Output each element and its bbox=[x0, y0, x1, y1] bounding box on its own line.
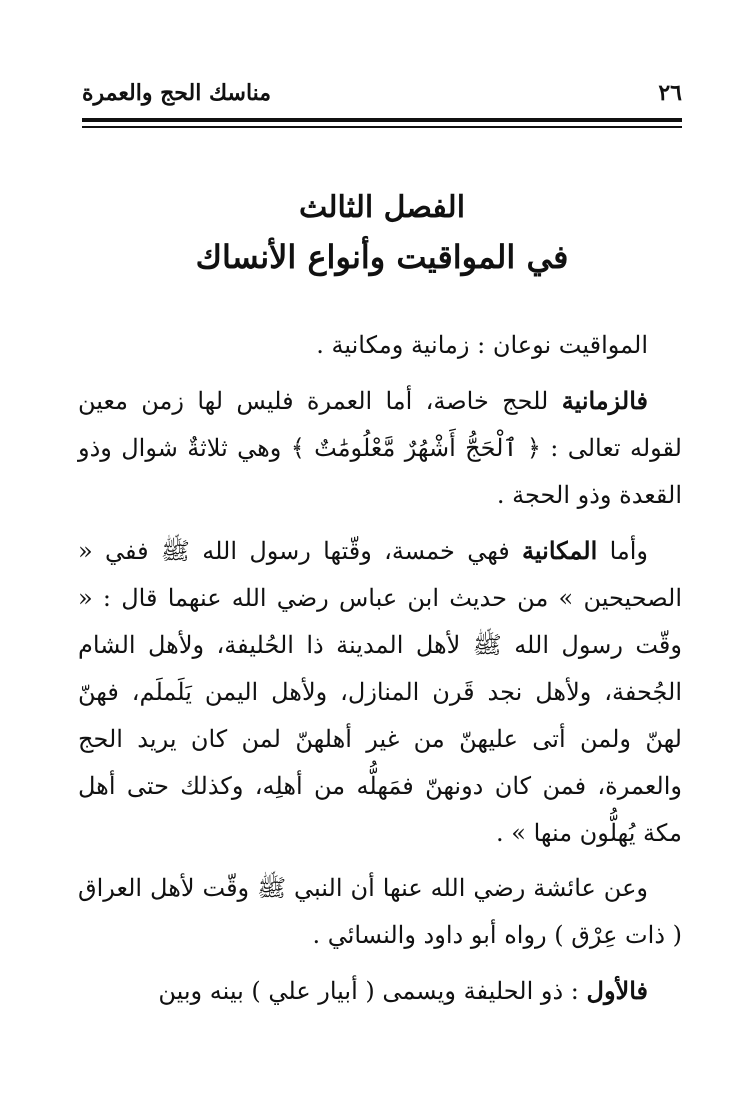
chapter-subtitle: في المواقيت وأنواع الأنساك bbox=[195, 238, 569, 276]
paragraph-4: وعن عائشة رضي الله عنها أن النبي ﷺ وقّت لأهل العراق ( ذات عِرْق ) رواه أبو داود والنسائي . bbox=[78, 874, 682, 949]
page-number: ٢٦ bbox=[658, 80, 682, 106]
paragraph-3-text: فهي خمسة، وقّتها رسول الله ﷺ ففي « الصحيحين » من حديث ابن عباس رضي الله عنهما قال : « وقّت رسول الله ﷺ لأهل المدينة ذا الحُليفة، ولأهل الشام الجُحفة، ولأهل نجد قَرن المنازل، ولأهل اليمن يَلَملَم، فهنّ لهنّ ولمن أتى عليهنّ من غير أهلهنّ لمن كان يريد الحج والعمرة، فمن كان دونهنّ فمَهلُّه من أهلِه، وكذلك حتى أهل مكة يُهلُّون منها » . bbox=[78, 537, 682, 847]
paragraph-3-lead: المكانية bbox=[522, 536, 598, 565]
paragraph-3-pre: وأما bbox=[597, 537, 648, 565]
paragraph-1: المواقيت نوعان : زمانية ومكانية . bbox=[316, 331, 648, 359]
running-header bbox=[82, 78, 682, 118]
body-text bbox=[78, 322, 682, 1023]
header-rule-thick bbox=[82, 118, 682, 122]
paragraph-5-text: : ذو الحليفة ويسمى ( أبيار علي ) بينه وبين bbox=[158, 977, 587, 1005]
running-title: مناسك الحج والعمرة bbox=[82, 80, 272, 106]
paragraph-2 bbox=[78, 377, 682, 519]
paragraph-5-lead: فالأول bbox=[586, 976, 648, 1005]
chapter-title: الفصل الثالث bbox=[298, 190, 466, 225]
paragraph-3 bbox=[78, 527, 682, 857]
header-rule-thin bbox=[82, 126, 682, 128]
paragraph-5 bbox=[78, 967, 682, 1015]
paragraph-2-lead: فالزمانية bbox=[561, 386, 648, 415]
paragraph-2-text: للحج خاصة، أما العمرة فليس لها زمن معين لقوله تعالى : ﴿ ٱلْحَجُّ أَشْهُرٌ مَّعْلُومَٰتٌ ﴾ وهي ثلاثةٌ شوال وذو القعدة وذو الحجة . bbox=[78, 387, 682, 509]
